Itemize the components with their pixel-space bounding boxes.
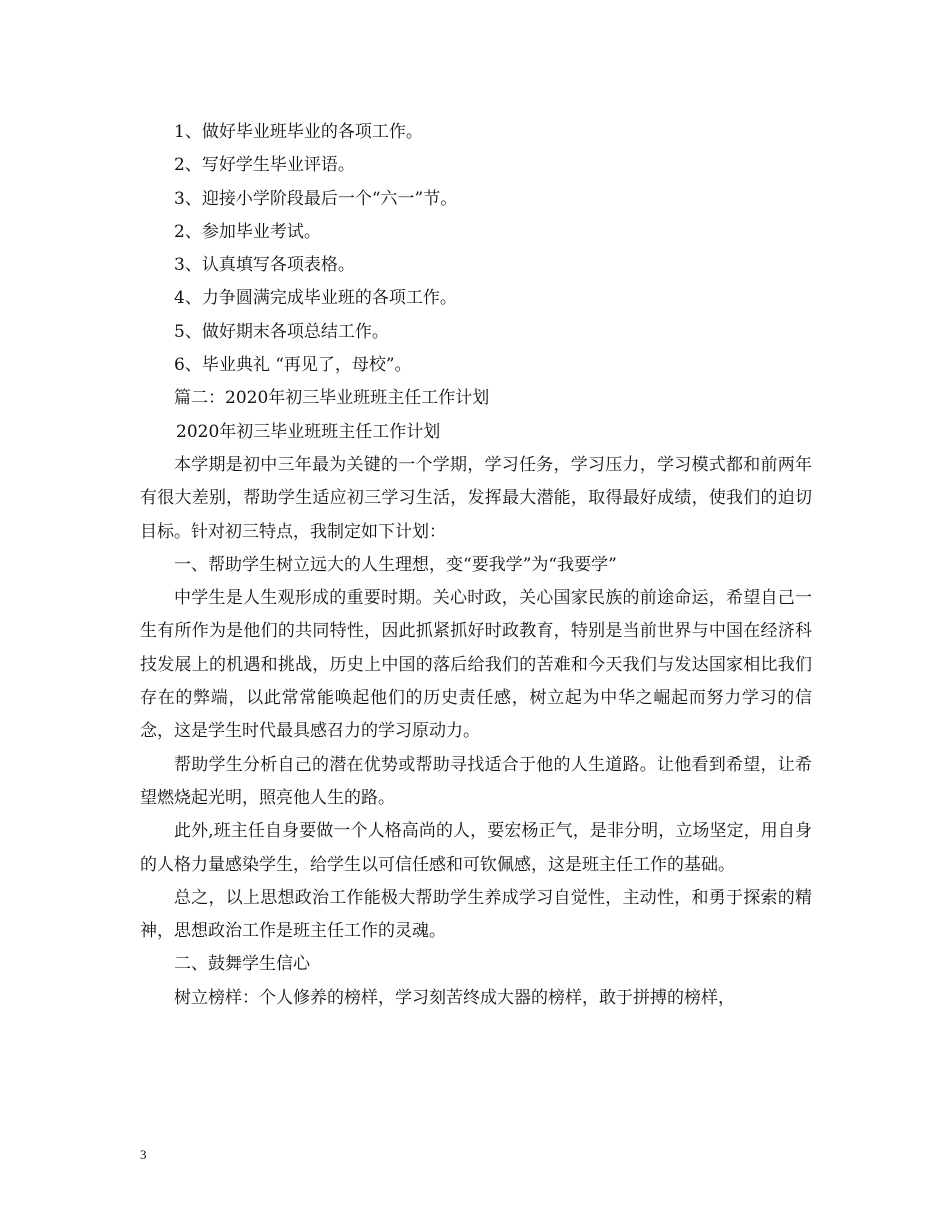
- list-item: 2、写好学生毕业评语。: [174, 155, 355, 176]
- paragraph: 帮助学生分析自己的潜在优势或帮助寻找适合于他的人生道路。让他看到希望，让希望燃烧起光明，照亮他人生的路。: [140, 754, 812, 808]
- list-item: 6、毕业典礼 “再见了，母校”。: [174, 355, 412, 376]
- paragraph-intro: 本学期是初中三年最为关键的一个学期，学习任务，学习压力，学习模式都和前两年有很大差别，帮助学生适应初三学习生活，发挥最大潜能，取得最好成绩，使我们的迫切目标。针对初三特点，我制定如下计划：: [140, 454, 812, 542]
- paragraph: 中学生是人生观形成的重要时期。关心时政，关心国家民族的前途命运，希望自己一生有所作为是他们的共同特性，因此抓紧抓好时政教育，特别是当前世界与中国在经济科技发展上的机遇和挑战，历史上中国的落后给我们的苦难和今天我们与发达国家相比我们存在的弊端，以此常常能唤起他们的历史责任感，树立起为中华之崛起而努力学习的信念，这是学生时代最具感召力的学习原动力。: [140, 588, 812, 742]
- document-title: 2020年初三毕业班班主任工作计划: [176, 421, 441, 442]
- list-item: 3、迎接小学阶段最后一个“六一”节。: [174, 188, 458, 209]
- list-item: 5、做好期末各项总结工作。: [174, 321, 389, 342]
- list-item: 2、参加毕业考试。: [174, 221, 321, 242]
- heading-one: 一、帮助学生树立远大的人生理想，变“要我学”为“我要学”: [174, 554, 617, 575]
- list-item: 3、认真填写各项表格。: [174, 255, 355, 276]
- paragraph: 树立榜样：个人修养的榜样，学习刻苦终成大器的榜样，敢于拼搏的榜样，: [174, 987, 735, 1008]
- list-item: 1、做好毕业班毕业的各项工作。: [174, 122, 423, 142]
- heading-two: 二、鼓舞学生信心: [174, 954, 310, 975]
- page-content: [140, 116, 812, 1015]
- paragraph: 此外,班主任自身要做一个人格高尚的人，要宏杨正气，是非分明，立场坚定，用自身的人格力量感染学生，给学生以可信任感和可钦佩感，这是班主任工作的基础。: [140, 821, 812, 875]
- section-heading: 篇二：2020年初三毕业班班主任工作计划: [174, 388, 490, 409]
- paragraph: 总之，以上思想政治工作能极大帮助学生养成学习自觉性，主动性，和勇于探索的精神，思想政治工作是班主任工作的灵魂。: [140, 887, 812, 942]
- page-number: 3: [140, 1147, 147, 1162]
- list-item: 4、力争圆满完成毕业班的各项工作。: [174, 288, 457, 309]
